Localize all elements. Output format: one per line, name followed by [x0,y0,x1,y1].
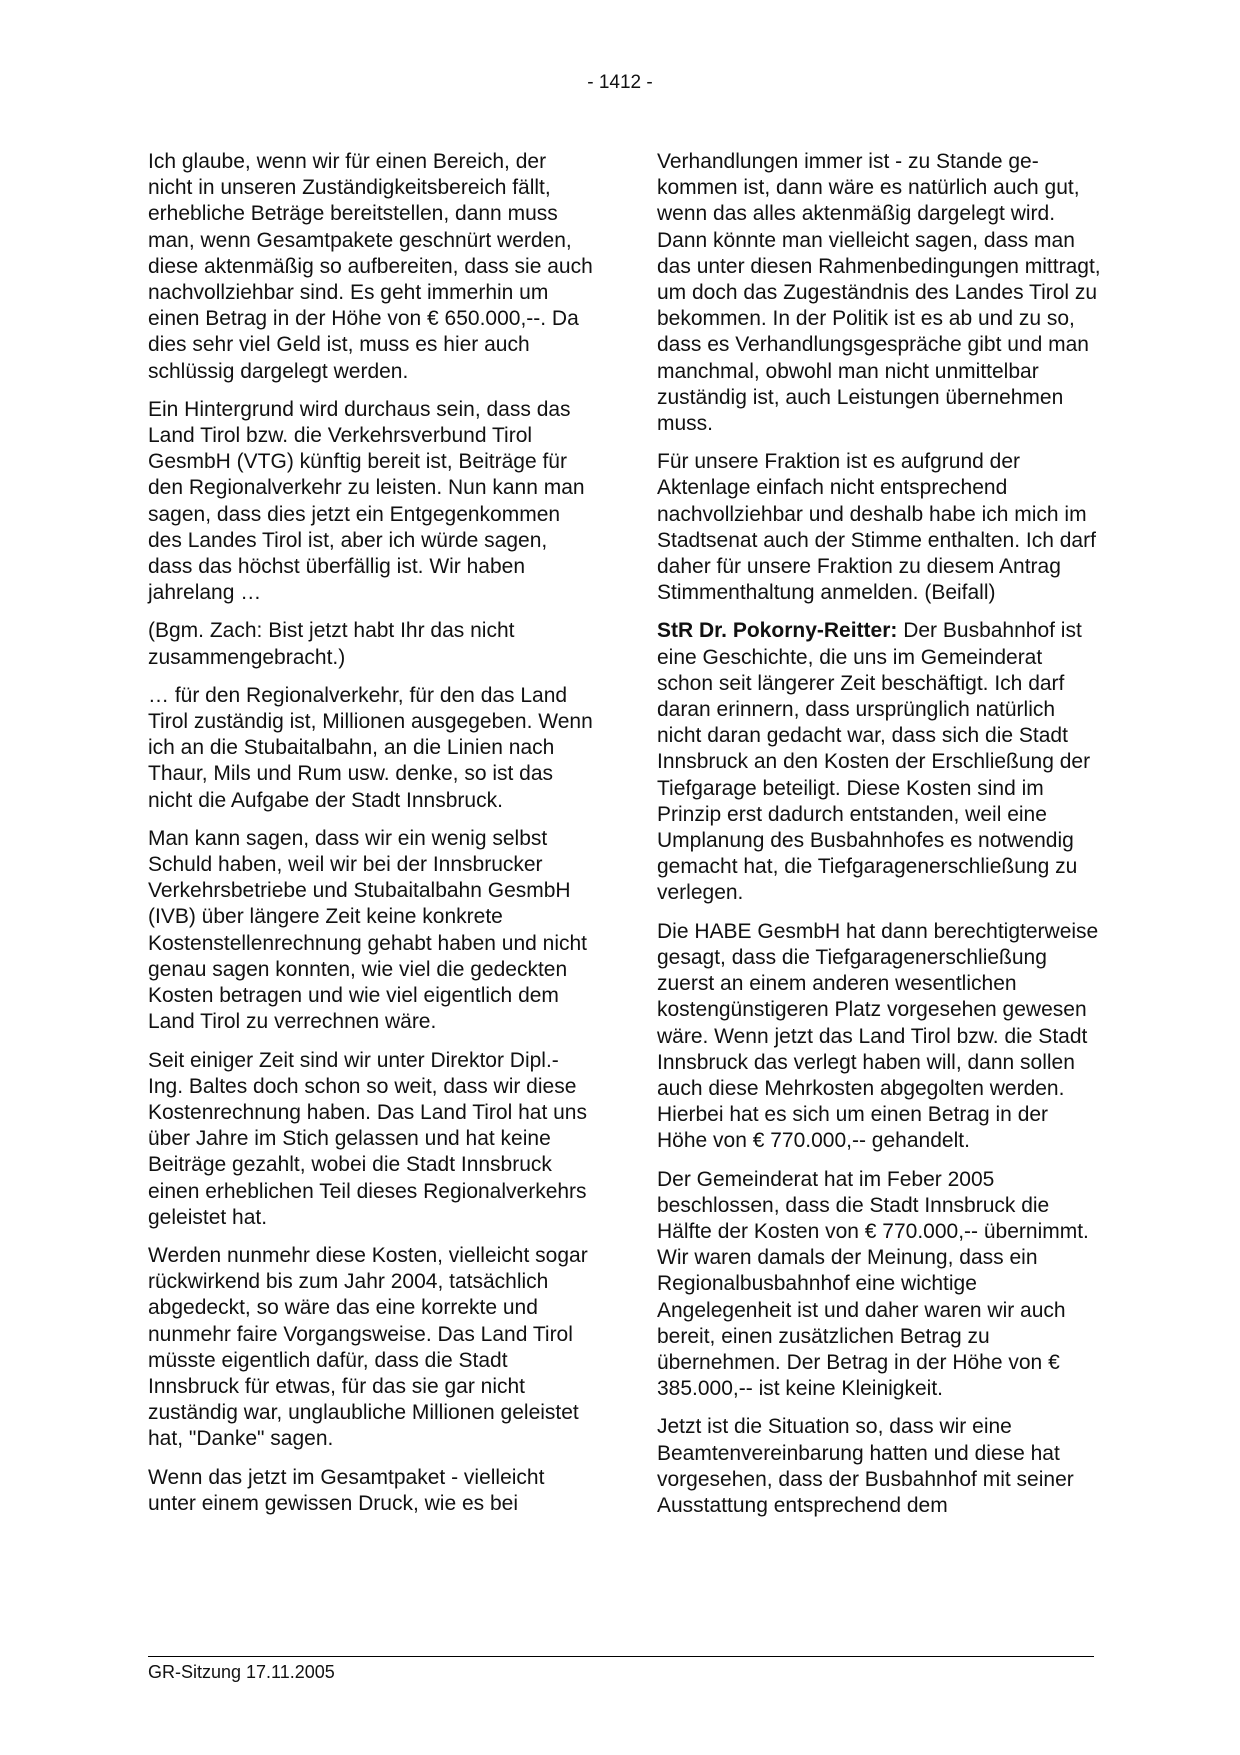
paragraph: Jetzt ist die Situation so, dass wir eine Beamtenvereinbarung hatten und diese hat vorgesehen, dass der Busbahnhof mit seiner Ausstattung entsprechend dem [657,1415,1074,1517]
footer-divider [148,1656,1094,1657]
paragraph: Seit einiger Zeit sind wir unter Direktor Dipl.-Ing. Baltes doch schon so weit, dass wir diese Kostenrechnung haben. Das Land Tirol hat uns über Jahre im Stich gelassen und hat keine Beiträge gezahlt, wobei die Stadt Innsbruck einen erheblichen Teil dieses Regionalverkehrs geleistet hat. [148,1048,587,1229]
paragraph: Wenn das jetzt im Gesamtpaket - vielleicht unter einem gewissen Druck, wie es bei [148,1465,545,1515]
paragraph: Man kann sagen, dass wir ein wenig selbst Schuld haben, weil wir bei der Innsbrucker Verkehrsbetriebe und Stubaitalbahn GesmbH (IVB) über längere Zeit keine konkrete Kostenstellenrechnung gehabt haben und nicht genau sagen konnten, wie viel die gedeckten Kosten betragen und wie viel eigentlich dem Land Tirol zu verrechnen wäre. [148,826,588,1034]
paragraph: Werden nunmehr diese Kosten, vielleicht sogar rückwirkend bis zum Jahr 2004, tatsächlich abgedeckt, so wäre das eine korrekte und nunmehr faire Vorgangsweise. Das Land Tirol müsste eigentlich dafür, dass die Stadt Innsbruck für etwas, für das sie gar nicht zuständig war, unglaubliche Millionen geleistet hat, "Danke" sagen. [148,1243,588,1451]
right-column [657,149,1102,1531]
paragraph: Ich glaube, wenn wir für einen Bereich, der nicht in unseren Zuständigkeitsbereich fällt, erhebliche Beträge bereitstellen, dann muss man, wenn Gesamtpakete geschnürt werden, diese aktenmäßig so aufbereiten, dass sie auch nachvollziehbar sind. Es geht immerhin um einen Betrag in der Höhe von € 650.000,--. Da dies sehr viel Geld ist, muss es hier auch schlüssig dargelegt werden. [148,150,593,383]
paragraph: Der Gemeinderat hat im Feber 2005 beschlossen, dass die Stadt Innsbruck die Hälfte der Kosten von € 770.000,-- übernimmt. Wir waren damals der Meinung, dass ein Regionalbusbahnhof eine wichtige Angelegenheit ist und daher waren wir auch bereit, einen zusätzlichen Betrag zu übernehmen. Der Betrag in der Höhe von € 385.000,-- ist keine Kleinigkeit. [657,1167,1089,1401]
page-number: - 1412 - [587,72,653,93]
paragraph: Die HABE GesmbH hat dann berechtigterweise gesagt, dass die Tiefgaragenerschließung zuerst an einem anderen wesentlichen kostengünstigeren Platz vorgesehen gewesen wäre. Wenn jetzt das Land Tirol bzw. die Stadt Innsbruck das verlegt haben will, dann sollen auch diese Mehrkosten abgegolten werden. Hierbei hat es sich um einen Betrag in der Höhe von € 770.000,-- gehandelt. [657,919,1099,1153]
speaker-name: StR Dr. Pokorny-Reitter: [657,619,898,643]
speech-text: Der Busbahnhof ist eine Geschichte, die uns im Gemeinderat schon seit längerer Zeit beschäftigt. Ich darf daran erinnern, dass ursprünglich natürlich nicht daran gedacht war, dass sich die Stadt Innsbruck an den Kosten der Erschließung der Tiefgarage beteiligt. Diese Kosten sind im Prinzip erst dadurch entstanden, weil eine Umplanung des Busbahnhofes es notwendig gemacht hat, die Tiefgaragenerschließung zu verlegen. [657,619,1091,905]
interjection: (Bgm. Zach: Bist jetzt habt Ihr das nicht zusammengebracht.) [148,619,515,669]
left-column [148,149,593,1529]
footer-session-label: GR-Sitzung 17.11.2005 [148,1662,335,1682]
paragraph: Verhandlungen immer ist - zu Stande gekommen ist, dann wäre es natürlich auch gut, wenn das alles aktenmäßig dargelegt wird. Dann könnte man vielleicht sagen, dass man das unter diesen Rahmenbedingungen mittragt, um doch das Zugeständnis des Landes Tirol zu bekommen. In der Politik ist es ab und zu so, dass es Verhandlungsgespräche gibt und man manchmal, obwohl man nicht unmittelbar zuständig ist, auch Leistungen übernehmen muss. [657,150,1101,436]
speech-paragraph [657,618,1102,906]
paragraph: Ein Hintergrund wird durchaus sein, dass das Land Tirol bzw. die Verkehrsverbund Tirol GesmbH (VTG) künftig bereit ist, Beiträge für den Regionalverkehr zu leisten. Nun kann man sagen, dass dies jetzt ein Entgegenkommen des Landes Tirol ist, aber ich würde sagen, dass das höchst überfällig ist. Wir haben jahrelang … [148,397,585,605]
paragraph: … für den Regionalverkehr, für den das Land Tirol zuständig ist, Millionen ausgegeben. Wenn ich an die Stubaitalbahn, an die Linien nach Thaur, Mils und Rum usw. denke, so ist das nicht die Aufgabe der Stadt Innsbruck. [148,683,593,812]
paragraph: Für unsere Fraktion ist es aufgrund der Aktenlage einfach nicht entsprechend nachvollziehbar und deshalb habe ich mich im Stadtsenat auch der Stimme enthalten. Ich darf daher für unsere Fraktion zu diesem Antrag Stimmenthaltung anmelden. (Beifall) [657,450,1096,605]
